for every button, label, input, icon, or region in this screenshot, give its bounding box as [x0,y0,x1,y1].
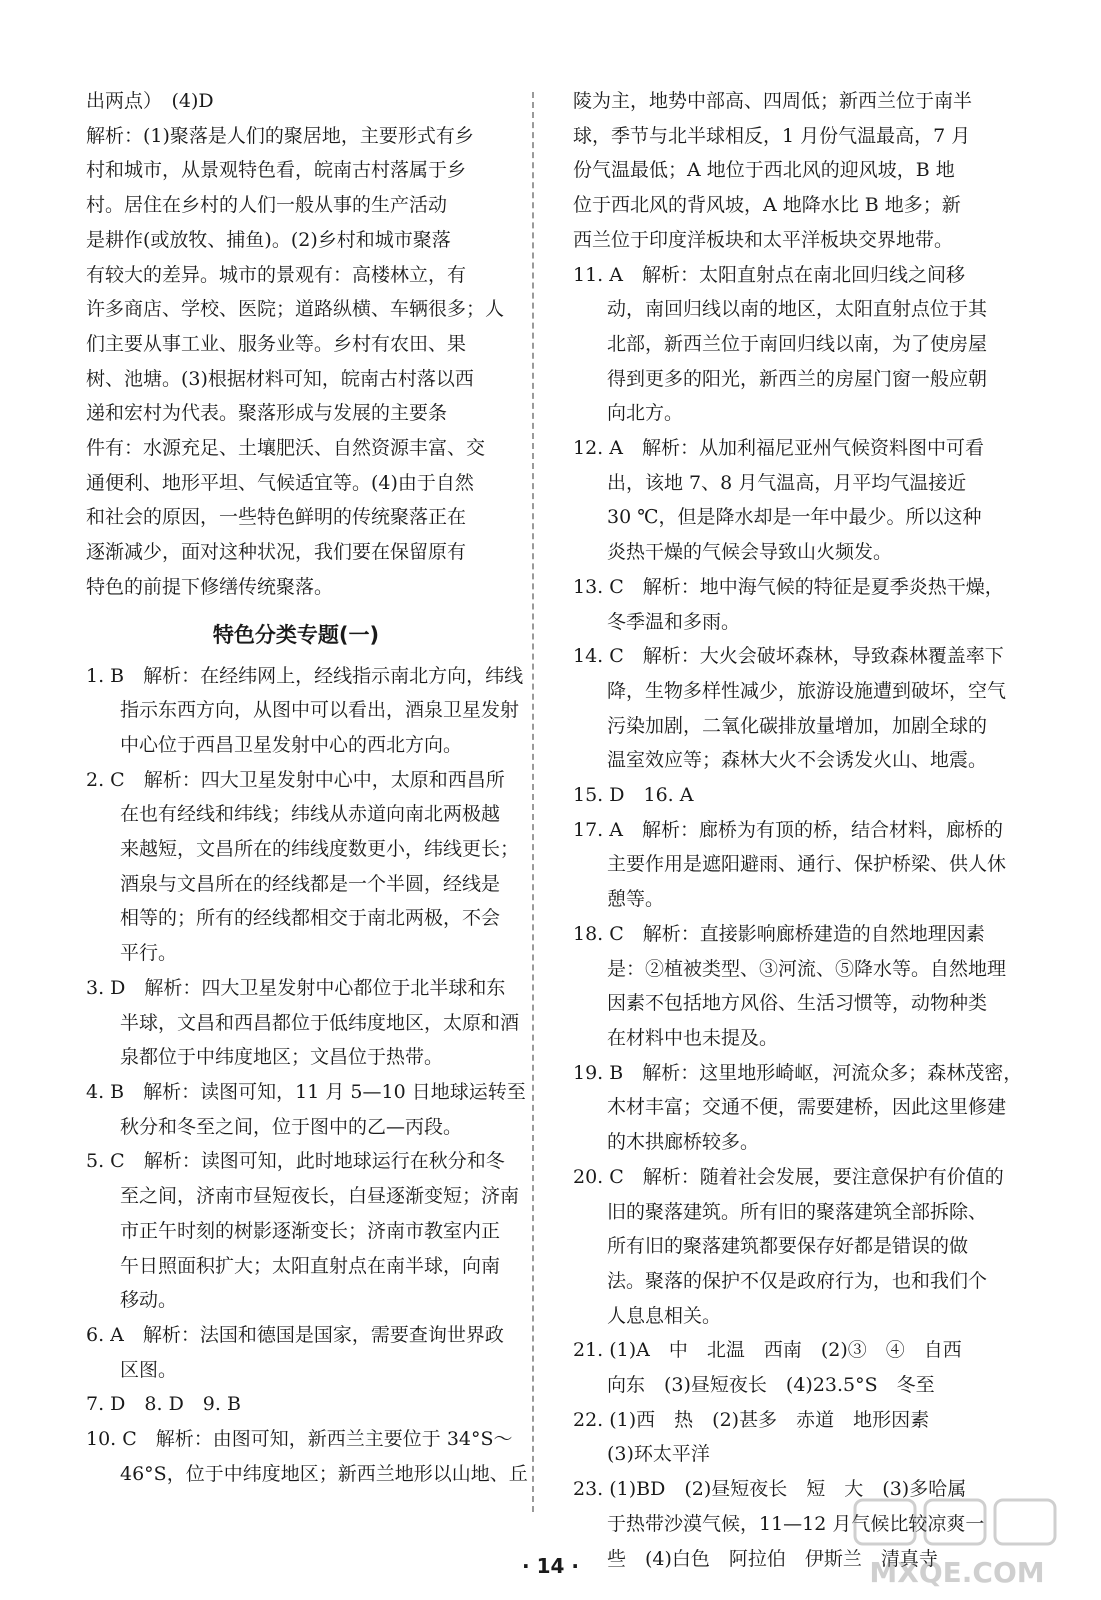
answer-first-line: 13. C 解析：地中海气候的特征是夏季炎热干燥， [573,575,1004,598]
answer-first-line: 4. B 解析：读图可知，11 月 5—10 日地球运转至 [86,1080,526,1103]
answer-continuation-line: 至之间，济南市昼短夜长，白昼逐渐变短；济南 [120,1185,520,1208]
answer-continuation-line: (3)环太平洋 [607,1443,710,1466]
answer-continuation-line: 在也有经线和纬线；纬线从赤道向南北两极越 [120,803,501,826]
answer-continuation-line: 得到更多的阳光，新西兰的房屋门窗一般应朝 [607,367,988,390]
left-column [86,84,528,1491]
answer-continuation-line: 出，该地 7、8 月气温高，月平均气温接近 [607,471,967,494]
answer-first-line: 5. C 解析：读图可知，此时地球运行在秋分和冬 [86,1150,505,1173]
answer-first-line: 21. (1)A 中 北温 西南 (2)③ ④ 自西 [573,1339,962,1362]
answer-item [86,1144,520,1318]
answer-continuation-line: 人息息相关。 [607,1304,722,1327]
answer-item [86,763,520,971]
answer-continuation-line: 午日照面积扩大；太阳直射点在南半球，向南 [120,1254,501,1277]
answer-item [573,1333,1001,1402]
answer-item [86,971,520,1075]
answer-first-line: 10. C 解析：由图可知，新西兰主要位于 34°S～ [86,1428,513,1451]
text-line: 西兰位于印度洋板块和太平洋板块交界地带。 [573,228,954,251]
answer-item [86,1318,506,1387]
answer-continuation-line: 平行。 [120,942,178,965]
answer-continuation-line: 污染加剧，二氧化碳排放量增加，加剧全球的 [607,714,988,737]
text-line: 是耕作(或放牧、捕鱼)。(2)乡村和城市聚落 [86,228,451,251]
answer-first-line: 14. C 解析：大火会破坏森林，导致森林覆盖率下 [573,645,1004,668]
watermark-logo [847,1494,1067,1594]
answer-continuation-line: 中心位于西昌卫星发射中心的西北方向。 [120,733,463,756]
answer-item [573,1403,1001,1472]
answer-item [573,570,1004,639]
answer-item [573,258,1001,432]
answer-continuation-line: 憩等。 [607,888,665,911]
answer-first-line: 18. C 解析：直接影响廊桥建造的自然地理因素 [573,922,985,945]
answer-continuation-line: 来越短，文昌所在的纬线度数更小，纬线更长； [120,838,520,861]
section-title: 特色分类专题(一) [212,622,380,647]
answer-continuation-line: 炎热干燥的气候会导致山火频发。 [607,541,893,564]
answer-item [573,813,1007,917]
answer-item [573,1056,1023,1160]
answer-item [573,639,1007,778]
text-line: 份气温最低；A 地位于西北风的迎风坡，B 地 [573,159,955,182]
answer-first-line: 11. A 解析：太阳直射点在南北回归线之间移 [573,263,965,286]
answer-continuation-line: 泉都位于中纬度地区；文昌位于热带。 [120,1046,444,1069]
text-line: 有较大的差异。城市的景观有：高楼林立，有 [86,263,467,286]
answer-continuation-line: 在材料中也未提及。 [607,1026,779,1049]
answer-item [86,1387,506,1422]
answer-continuation-line: 30 ℃，但是降水却是一年中最少。所以这种 [607,506,982,529]
answer-continuation-line: 旧的聚落建筑。所有旧的聚落建筑全部拆除、 [607,1200,988,1223]
answer-continuation-line: 因素不包括地方风俗、生活习惯等，动物种类 [607,992,988,1015]
answer-continuation-line: 相等的；所有的经线都相交于南北两极，不会 [120,907,501,930]
left-lead-paragraph [86,84,506,605]
answer-first-line: 3. D 解析：四大卫星发射中心都位于北半球和东 [86,976,506,999]
answer-continuation-line: 主要作用是遮阳避雨、通行、保护桥梁、供人休 [607,853,1007,876]
answer-first-line: 20. C 解析：随着社会发展，要注意保护有价值的 [573,1165,1004,1188]
answer-continuation-line: 市正午时刻的树影逐渐变长；济南市教室内正 [120,1219,501,1242]
answer-first-line: 15. D 16. A [573,784,694,807]
answer-first-line: 7. D 8. D 9. B [86,1393,241,1416]
left-answer-list [86,659,528,1492]
answer-item [573,1160,1004,1334]
answer-continuation-line: 温室效应等；森林大火不会诱发火山、地震。 [607,749,988,772]
answer-continuation-line: 是：②植被类型、③河流、⑤降水等。自然地理 [607,957,1007,980]
answer-continuation-line: 酒泉与文昌所在的经线都是一个半圆，经线是 [120,872,501,895]
text-line: 出两点） (4)D [86,90,214,112]
answer-continuation-line: 北部，新西兰位于南回归线以南，为了使房屋 [607,332,988,355]
text-line: 通便利、地形平坦、气候适宜等。(4)由于自然 [86,471,474,494]
answer-continuation-line: 秋分和冬至之间，位于图中的乙—丙段。 [120,1115,463,1138]
text-line: 村。居住在乡村的人们一般从事的生产活动 [86,194,448,217]
page-number: · 14 · [522,1554,579,1578]
answer-first-line: 22. (1)西 热 (2)甚多 赤道 地形因素 [573,1408,930,1431]
answer-item [573,917,1007,1056]
answer-continuation-line: 区图。 [120,1358,178,1381]
answer-continuation-line: 所有旧的聚落建筑都要保存好都是错误的做 [607,1235,969,1258]
text-line: 村和城市，从景观特色看，皖南古村落属于乡 [86,159,467,182]
answer-continuation-line: 移动。 [120,1289,178,1312]
answer-first-line: 2. C 解析：四大卫星发射中心中，太原和西昌所 [86,768,505,791]
text-line: 们主要从事工业、服务业等。乡村有农田、果 [86,332,467,355]
answer-continuation-line: 冬季温和多雨。 [607,610,741,633]
answer-first-line: 1. B 解析：在经纬网上，经线指示南北方向，纬线 [86,664,524,687]
answer-continuation-line: 降，生物多样性减少，旅游设施遭到破坏，空气 [607,679,1007,702]
answer-continuation-line: 指示东西方向，从图中可以看出，酒泉卫星发射 [120,699,520,722]
answer-item [86,1075,526,1144]
answer-continuation-line: 半球，文昌和西昌都位于低纬度地区，太原和酒 [120,1011,520,1034]
text-line: 和社会的原因，一些特色鲜明的传统聚落正在 [86,506,467,529]
answer-first-line: 19. B 解析：这里地形崎岖，河流众多；森林茂密， [573,1061,1023,1084]
answer-continuation-line: 向北方。 [607,402,684,425]
text-line: 陵为主，地势中部高、四周低；新西兰位于南半 [573,90,973,112]
answer-continuation-line: 动，南回归线以南的地区，太阳直射点位于其 [607,298,988,321]
text-line: 特色的前提下修缮传统聚落。 [86,575,334,598]
text-line: 件有：水源充足、土壤肥沃、自然资源丰富、交 [86,437,486,460]
text-line: 树、池塘。(3)根据材料可知，皖南古村落以西 [86,367,474,390]
answer-continuation-line: 46°S，位于中纬度地区；新西兰地形以山地、丘 [120,1462,528,1485]
answer-continuation-line: 木材丰富；交通不便，需要建桥，因此这里修建 [607,1096,1007,1119]
answer-continuation-line: 的木拱廊桥较多。 [607,1131,760,1154]
text-line: 球，季节与北半球相反，1 月份气温最高，7 月 [573,124,971,147]
text-line: 递和宏村为代表。聚落形成与发展的主要条 [86,402,448,425]
answer-item [86,1422,528,1491]
answer-first-line: 23. (1)BD (2)昼短夜长 短 大 (3)多哈属 [573,1478,967,1501]
answer-first-line: 17. A 解析：廊桥为有顶的桥，结合材料，廊桥的 [573,818,1003,841]
answer-continuation-line: 些 (4)白色 阿拉伯 伊斯兰 清真寺 [607,1547,938,1570]
answer-item [573,778,1001,813]
column-divider [532,92,534,1512]
answer-continuation-line: 法。聚落的保护不仅是政府行为，也和我们个 [607,1269,988,1292]
answer-first-line: 6. A 解析：法国和德国是国家，需要查询世界政 [86,1323,504,1346]
right-lead-paragraph [573,84,1001,258]
text-line: 许多商店、学校、医院；道路纵横、车辆很多；人 [86,298,505,321]
text-line: 位于西北风的背风坡，A 地降水比 B 地多；新 [573,194,961,217]
text-line: 逐渐减少，面对这种状况，我们要在保留原有 [86,541,467,564]
answer-continuation-line: 于热带沙漠气候，11—12 月气候比较凉爽一 [607,1512,985,1535]
answer-item [86,659,524,763]
text-line: 解析：(1)聚落是人们的聚居地，主要形式有乡 [86,124,474,147]
answer-continuation-line: 向东 (3)昼短夜长 (4)23.5°S 冬至 [607,1374,935,1397]
watermark-text: MXQE.COM [869,1556,1045,1589]
answer-item [573,431,1001,570]
answer-first-line: 12. A 解析：从加利福尼亚州气候资料图中可看 [573,437,984,460]
